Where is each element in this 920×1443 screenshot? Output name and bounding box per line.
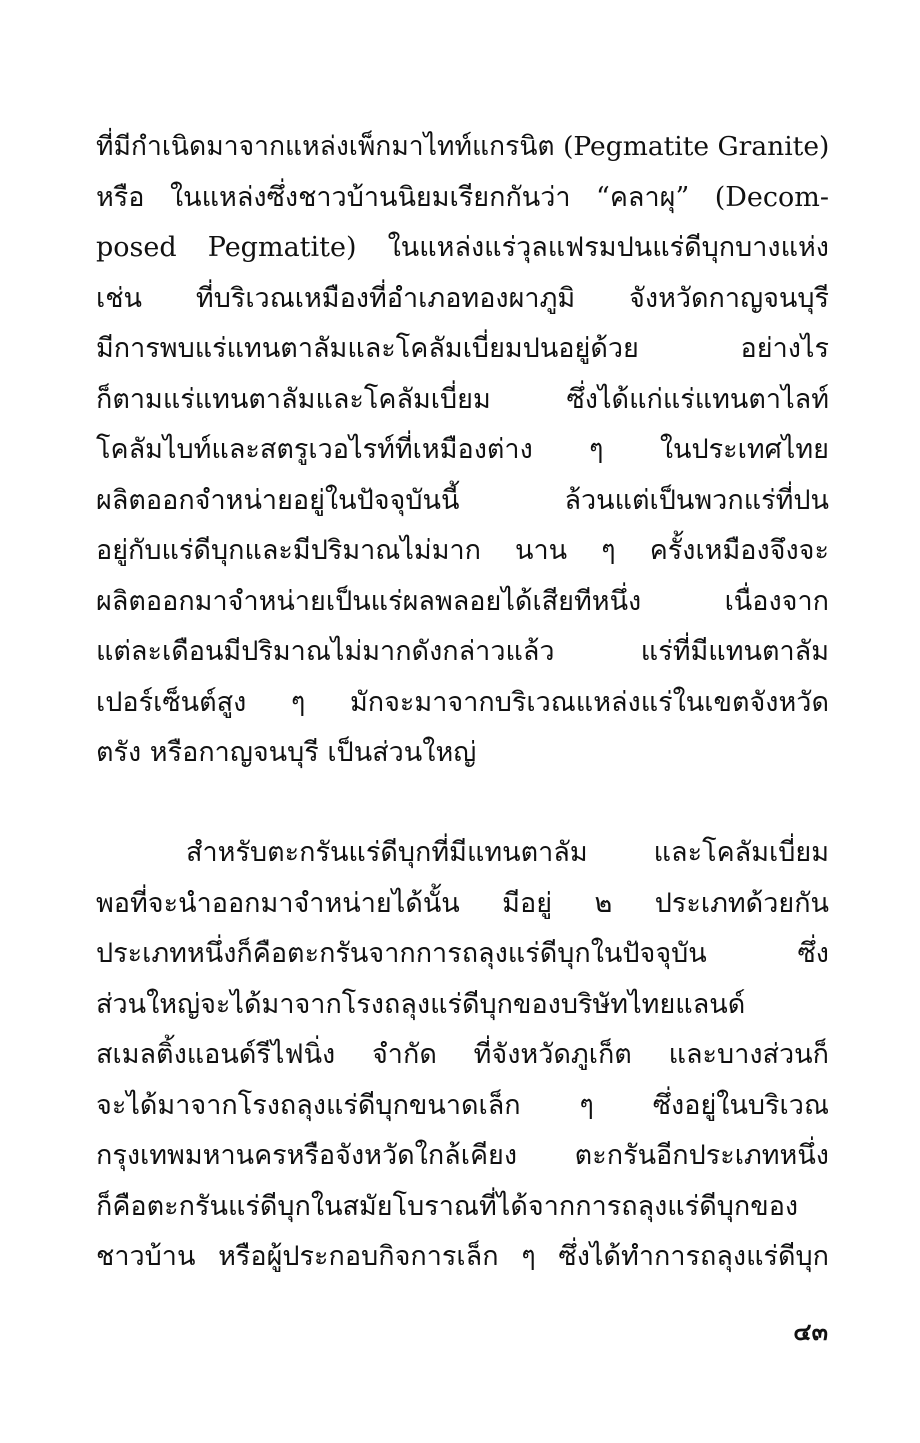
text-line: ประเภทหนึ่งก็คือตะกรันจากการถลุงแร่ดีบุกในปัจจุบัน ซึ่ง bbox=[96, 938, 829, 969]
text-line: จะได้มาจากโรงถลุงแร่ดีบุกขนาดเล็ก ๆ ซึ่งอยู่ในบริเวณ bbox=[96, 1089, 829, 1121]
text-line: ตรัง หรือกาญจนบุรี เป็นส่วนใหญ่ bbox=[96, 737, 477, 768]
text-line: posed Pegmatite) ในแหล่งแร่วุลแฟรมปนแร่ดีบุกบางแห่ง bbox=[96, 232, 829, 263]
text-line: เปอร์เซ็นต์สูง ๆ มักจะมาจากบริเวณแหล่งแร่ในเขตจังหวัด bbox=[96, 686, 829, 718]
text-line: ผลิตออกมาจำหน่ายเป็นแร่ผลพลอยได้เสียทีหนึ่ง เนื่องจาก bbox=[96, 585, 829, 617]
paragraph-2 bbox=[96, 828, 829, 1283]
text-line: มีการพบแร่แทนตาลัมและโคลัมเบี่ยมปนอยู่ด้วย อย่างไร bbox=[96, 333, 829, 364]
text-line: ชาวบ้าน หรือผู้ประกอบกิจการเล็ก ๆ ซึ่งได้ทำการถลุงแร่ดีบุก bbox=[96, 1241, 829, 1272]
text-line: สเมลติ้งแอนด์รีไฟนิ่ง จำกัด ที่จังหวัดภูเก็ต และบางส่วนก็ bbox=[96, 1039, 829, 1070]
text-line: เช่น ที่บริเวณเหมืองที่อำเภอทองผาภูมิ จังหวัดกาญจนบุรี bbox=[96, 282, 829, 314]
text-line: กรุงเทพมหานครหรือจังหวัดใกล้เคียง ตะกรันอีกประเภทหนึ่ง bbox=[96, 1140, 829, 1171]
text-line: โคลัมไบท์และสตรูเวอไรท์ที่เหมืองต่าง ๆ ในประเทศไทย bbox=[96, 434, 829, 465]
text-line: ที่มีกำเนิดมาจากแหล่งเพ็กมาไทท์แกรนิต (Pegmatite Granite) bbox=[96, 131, 829, 162]
text-line: อยู่กับแร่ดีบุกและมีปริมาณไม่มาก นาน ๆ ครั้งเหมืองจึงจะ bbox=[96, 535, 829, 566]
text-line: ส่วนใหญ่จะได้มาจากโรงถลุงแร่ดีบุกของบริษัทไทยแลนด์ bbox=[96, 988, 746, 1020]
page-number: ๔๓ bbox=[793, 1318, 828, 1346]
text-line: ผลิตออกจำหน่ายอยู่ในปัจจุบันนี้ ล้วนแต่เป็นพวกแร่ที่ปน bbox=[96, 484, 829, 516]
paragraph-1 bbox=[96, 122, 829, 779]
text-line: ก็คือตะกรันแร่ดีบุกในสมัยโบราณที่ได้จากการถลุงแร่ดีบุกของ bbox=[96, 1190, 799, 1222]
text-line: หรือ ในแหล่งซึ่งชาวบ้านนิยมเรียกกันว่า “คลาผุ” (Decom- bbox=[96, 181, 829, 213]
text-line: แต่ละเดือนมีปริมาณไม่มากดังกล่าวแล้ว แร่ที่มีแทนตาลัม bbox=[96, 636, 829, 667]
text-line: พอที่จะนำออกมาจำหน่ายได้นั้น มีอยู่ ๒ ประเภทด้วยกัน bbox=[96, 887, 829, 919]
text-line: สำหรับตะกรันแร่ดีบุกที่มีแทนตาลัม และโคลัมเบี่ยม bbox=[186, 837, 829, 868]
text-line: ก็ตามแร่แทนตาลัมและโคลัมเบี่ยม ซึ่งได้แก่แร่แทนตาไลท์ bbox=[96, 383, 829, 415]
